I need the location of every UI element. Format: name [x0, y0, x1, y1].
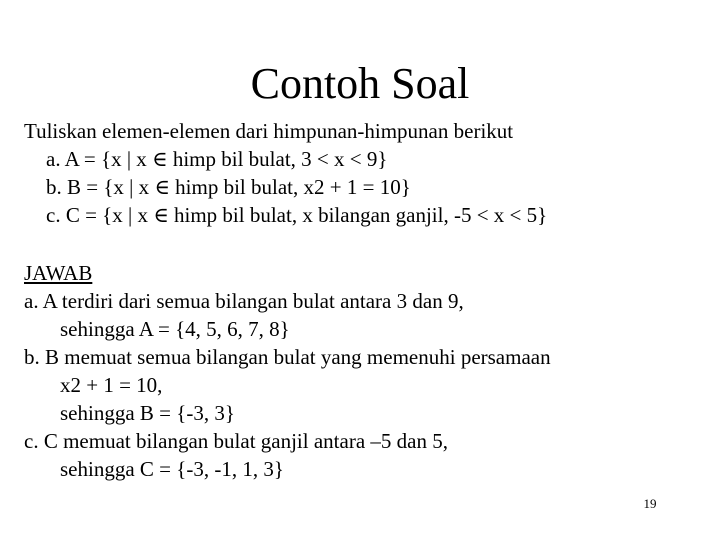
question-item-c: c. C = {x | x ∈ himp bil bulat, x bilangan ganjil, -5 < x < 5}: [46, 203, 548, 227]
slide-title: Contoh Soal: [250, 59, 470, 108]
question-intro: Tuliskan elemen-elemen dari himpunan-himpunan berikut: [24, 119, 514, 143]
answer-line: sehingga B = {-3, 3}: [60, 401, 235, 425]
slide-number: 19: [643, 496, 657, 511]
answer-line: x2 + 1 = 10,: [60, 373, 163, 397]
answer-line: sehingga A = {4, 5, 6, 7, 8}: [60, 317, 290, 341]
question-item-a: a. A = {x | x ∈ himp bil bulat, 3 < x < 9}: [46, 147, 388, 171]
answer-line: sehingga C = {-3, -1, 1, 3}: [60, 457, 284, 481]
answer-line: b. B memuat semua bilangan bulat yang memenuhi persamaan: [24, 345, 551, 369]
question-item-b: b. B = {x | x ∈ himp bil bulat, x2 + 1 = 10}: [46, 175, 411, 199]
answer-heading: JAWAB: [24, 261, 93, 285]
answer-line: c. C memuat bilangan bulat ganjil antara –5 dan 5,: [24, 429, 448, 453]
answer-line: a. A terdiri dari semua bilangan bulat antara 3 dan 9,: [24, 289, 464, 313]
